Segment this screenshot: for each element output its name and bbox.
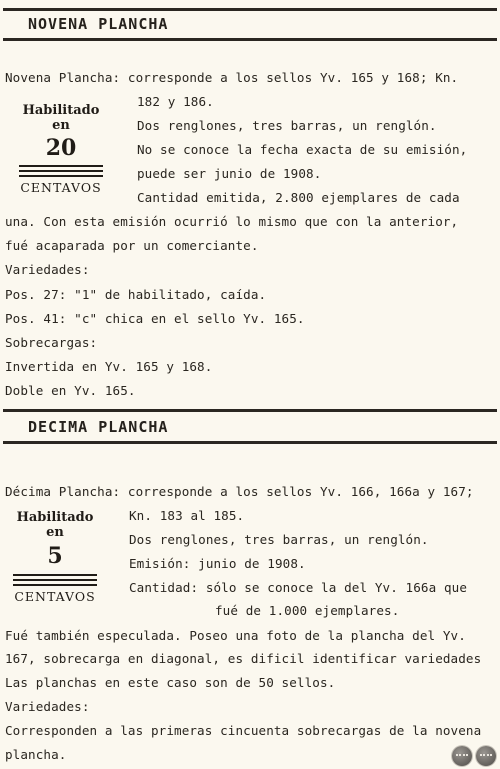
heading-rule	[3, 38, 497, 41]
text-line: Invertida en Yv. 165 y 168.	[5, 359, 213, 374]
overprint-5-centavos	[8, 510, 102, 604]
text-line: 167, sobrecarga en diagonal, es dificil identificar variedades	[5, 651, 482, 666]
text-line: No se conoce la fecha exacta de su emisión,	[137, 142, 468, 157]
text-line: una. Con esta emisión ocurrió lo mismo que con la anterior,	[5, 214, 459, 229]
text-line: Variedades:	[5, 262, 90, 277]
overprint-title: Habilitado en	[22, 103, 100, 133]
text-line: Variedades:	[5, 699, 90, 714]
top-rule	[3, 8, 497, 11]
text-line: Doble en Yv. 165.	[5, 383, 136, 398]
text-line: fué acaparada por un comerciante.	[5, 238, 259, 253]
overprint-title: Habilitado en	[16, 510, 94, 540]
text-line: Emisión: junio de 1908.	[129, 556, 306, 571]
text-line: fué de 1.000 ejemplares.	[215, 603, 400, 618]
right-nav-circle-icon[interactable]	[476, 746, 496, 766]
overprint-20-centavos	[14, 103, 108, 195]
text-line: Kn. 183 al 185.	[129, 508, 245, 523]
text-line: Corresponden a las primeras cincuenta sobrecargas de la novena	[5, 723, 482, 738]
text-line: Fué también especulada. Poseo una foto de la plancha del Yv.	[5, 628, 466, 643]
text-line: Novena Plancha: corresponde a los sellos Yv. 165 y 168; Kn.	[5, 70, 459, 85]
text-line: 182 y 186.	[137, 94, 214, 109]
overprint-value: 20	[45, 135, 77, 161]
text-line: puede ser junio de 1908.	[137, 166, 322, 181]
overprint-value: 5	[47, 543, 63, 569]
overprint-bars	[13, 574, 97, 586]
text-line: Pos. 27: "1" de habilitado, caída.	[5, 287, 267, 302]
text-line: plancha.	[5, 747, 67, 762]
heading-rule	[3, 441, 497, 444]
overprint-cents: CENTAVOS	[20, 180, 102, 195]
section-heading-decima: DECIMA PLANCHA	[28, 418, 169, 436]
left-nav-circle-icon[interactable]	[452, 746, 472, 766]
text-line: Pos. 41: "c" chica en el sello Yv. 165.	[5, 311, 305, 326]
text-line: Dos renglones, tres barras, un renglón.	[129, 532, 429, 547]
overprint-bars	[19, 165, 103, 177]
text-line: Dos renglones, tres barras, un renglón.	[137, 118, 437, 133]
section-rule	[3, 409, 497, 412]
text-line: Cantidad: sólo se conoce la del Yv. 166a que	[129, 580, 468, 595]
section-heading-novena: NOVENA PLANCHA	[28, 15, 169, 33]
overprint-cents: CENTAVOS	[14, 589, 96, 604]
text-line: Las planchas en este caso son de 50 sellos.	[5, 675, 336, 690]
text-line: Cantidad emitida, 2.800 ejemplares de cada	[137, 190, 460, 205]
text-line: Décima Plancha: corresponde a los sellos Yv. 166, 166a y 167;	[5, 484, 474, 499]
text-line: Sobrecargas:	[5, 335, 98, 350]
